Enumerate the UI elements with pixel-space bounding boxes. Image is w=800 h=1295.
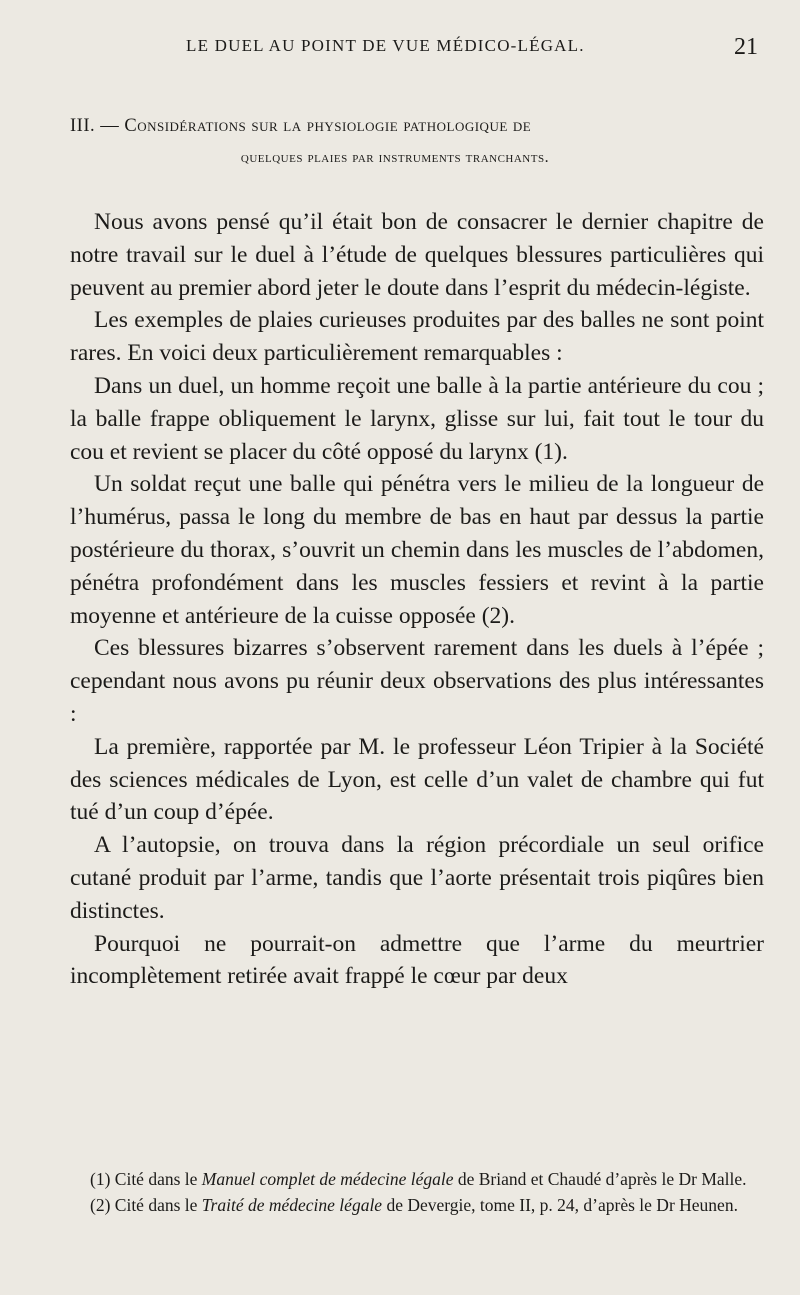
- body-text: [70, 206, 764, 993]
- paragraph: Dans un duel, un homme reçoit une balle à la partie antérieure du cou ; la balle frappe obliquement le larynx, glisse sur lui, fait tout le tour du cou et revient se placer du côté opposé du larynx (1).: [70, 372, 764, 465]
- paragraph: Les exemples de plaies curieuses produites par des balles ne sont point rares. En voici deux particulièrement remarquables :: [70, 307, 764, 367]
- paragraph: Un soldat reçut une balle qui pénétra vers le milieu de la longueur de l’humérus, passa le long du membre de bas en haut par dessus la partie postérieure du thorax, s’ouvrit un chemin dans les muscles de l’abdomen, pénétra profondément dans les muscles fessiers et revint à la partie moyenne et antérieure de la cuisse opposée (2).: [70, 471, 764, 629]
- running-head: [70, 34, 764, 62]
- footnote-prefix: (1) Cité dans le: [90, 1169, 202, 1189]
- paragraph: A l’autopsie, on trouva dans la région précordiale un seul orifice cutané produit par l’arme, tandis que l’aorte présentait trois piqûres bien distinctes.: [70, 832, 764, 924]
- paragraph: La première, rapportée par M. le professeur Léon Tripier à la Société des sciences médicales de Lyon, est celle d’un valet de chambre qui fut tué d’un coup d’épée.: [70, 733, 764, 826]
- section-heading: [70, 116, 760, 167]
- footnote-1: [76, 1168, 764, 1190]
- section-heading-line-2: quelques plaies par instruments tranchants.: [240, 149, 550, 166]
- footnote-book-title: Manuel complet de médecine légale: [201, 1169, 454, 1189]
- section-heading-line-1: III. — Considérations sur la physiologie pathologique de: [70, 116, 532, 136]
- footnote-suffix: de Briand et Chaudé d’après le Dr Malle.: [453, 1169, 747, 1189]
- paragraph: Pourquoi ne pourrait-on admettre que l’arme du meurtrier incomplètement retirée avait frappé le cœur par deux: [70, 930, 764, 990]
- footnote-suffix: de Devergie, tome II, p. 24, d’après le Dr Heunen.: [382, 1195, 738, 1215]
- paragraph: Nous avons pensé qu’il était bon de consacrer le dernier chapitre de notre travail sur le duel à l’étude de quelques blessures particulières qui peuvent au premier abord jeter le doute dans l’esprit du médecin-légiste.: [70, 209, 764, 301]
- footnote-prefix: (2) Cité dans le: [90, 1195, 202, 1215]
- paragraph: Ces blessures bizarres s’observent rarement dans les duels à l’épée ; cependant nous avons pu réunir deux observations des plus intéressantes :: [70, 635, 764, 727]
- footnote-book-title: Traité de médecine légale: [201, 1195, 383, 1215]
- footnote-2: [76, 1194, 764, 1216]
- footnotes: [76, 1168, 764, 1220]
- running-title: LE DUEL AU POINT DE VUE MÉDICO-LÉGAL.: [186, 36, 585, 55]
- page-number: 21: [734, 34, 758, 60]
